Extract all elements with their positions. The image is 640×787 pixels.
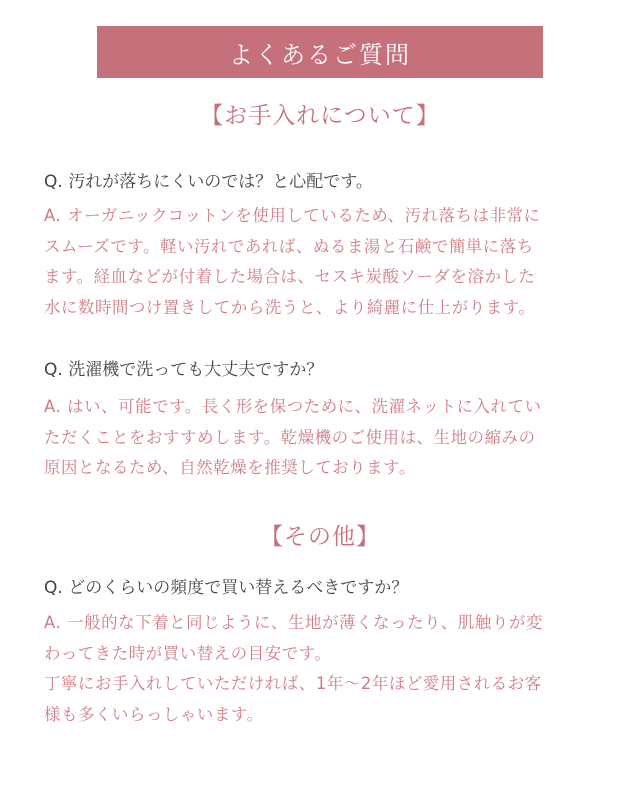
answer-line: A. 一般的な下着と同じように、生地が薄くなったり、肌触りが変 — [44, 613, 543, 632]
answer-line: 水に数時間つけ置きしてから洗うと、より綺麗に仕上がります。 — [44, 297, 536, 317]
answer-line: わってきた時が買い替えの目安です。 — [44, 643, 332, 663]
faq-answer-stains — [44, 201, 614, 323]
answer-line: 原因となるため、自然乾燥を推奨しております。 — [44, 458, 416, 477]
faq-header-banner — [97, 26, 543, 78]
answer-line: A. はい、可能です。長く形を保つために、洗濯ネットに入れてい — [44, 397, 542, 416]
faq-question-stains: Q. 汚れが落ちにくいのでは？と心配です。 — [44, 172, 373, 192]
answer-line: ただくことをおすすめします。乾燥機のご使用は、生地の縮みの — [44, 427, 536, 447]
answer-line: A. オーガニックコットンを使用しているため、汚れ落ちは非常に — [44, 206, 541, 225]
faq-answer-replacement — [44, 608, 614, 730]
answer-line: ます。経血などが付着した場合は、セスキ炭酸ソーダを溶かした — [44, 267, 536, 286]
answer-line: スムーズです。軽い汚れであれば、ぬるま湯と石鹸で簡単に落ち — [44, 236, 534, 256]
faq-question-washing-machine: Q. 洗濯機で洗っても大丈夫ですか？ — [44, 360, 324, 380]
section-heading-other: 【その他】 — [260, 524, 380, 550]
answer-line: 様も多くいらっしゃいます。 — [44, 704, 264, 724]
faq-answer-washing-machine — [44, 392, 614, 484]
page-title: よくあるご質問 — [229, 40, 411, 69]
faq-question-replacement: Q. どのくらいの頻度で買い替えるべきですか？ — [44, 578, 409, 598]
section-heading-care: 【お手入れについて】 — [200, 103, 440, 129]
answer-line: 丁寧にお手入れしていただければ、1年〜2年ほど愛用されるお客 — [44, 674, 542, 693]
